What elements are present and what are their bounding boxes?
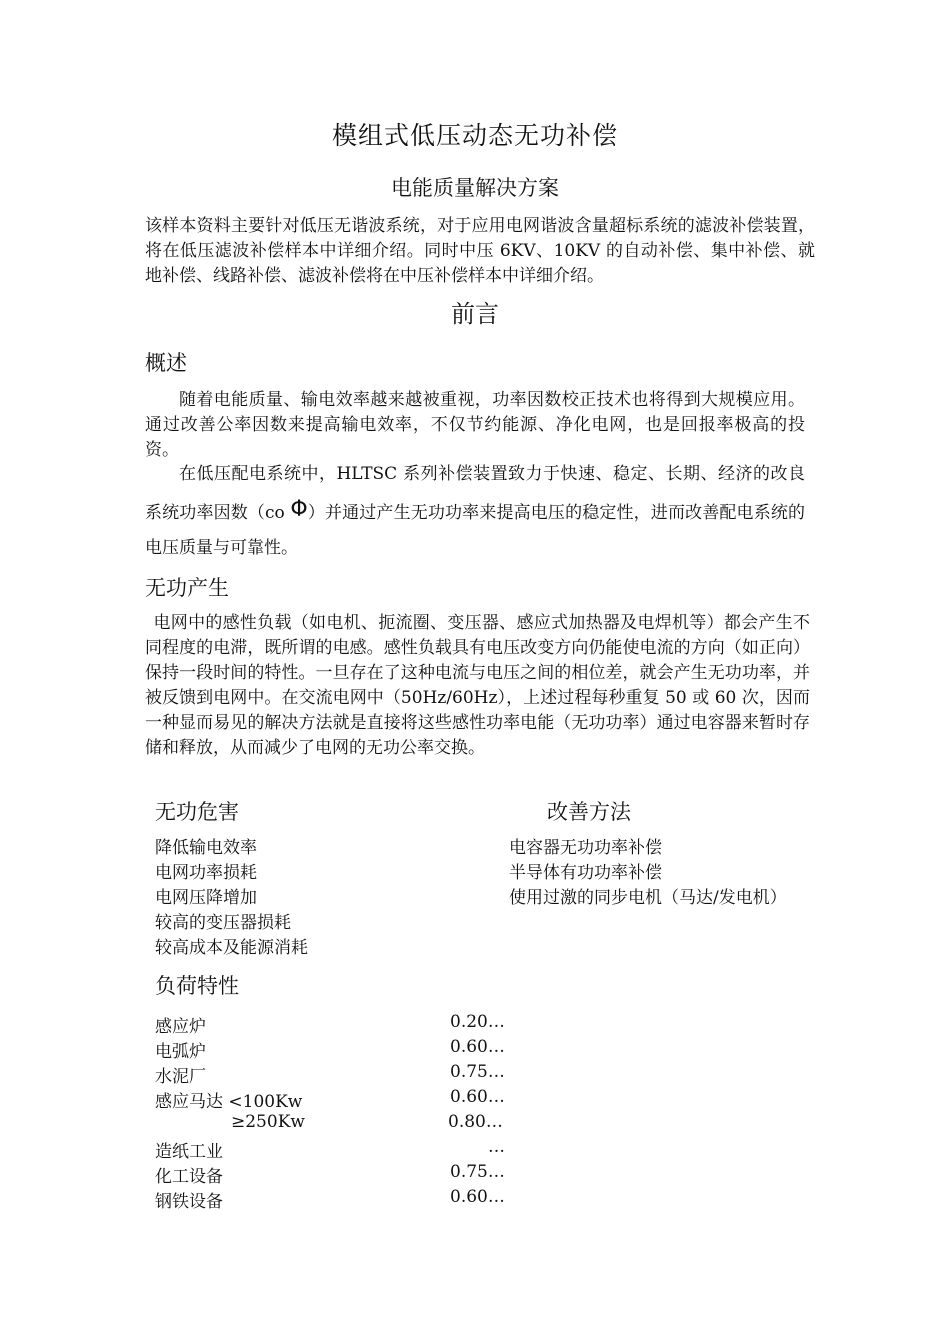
method-item: 电容器无功功率补偿 (509, 838, 662, 858)
reactive-paragraph: 电网中的感性负载（如电机、扼流圈、变压器、感应式加热器及电焊机等）都会产生不同程度的电滞，既所谓的电感。感性负载具有电压改变方向仍能使电流的方向（如正向）保持一段时间的特性。一旦存在了这种电流与电压之间的相位差，就会产生无功功率，并被反馈到电网中。在交流电网中（50Hz/60Hz），上述过程每秒重复 50 或 60 次，因而一种显而易见的解决方法就是直接将这些感性功率电能（无功功率）通过电容器来暂时存储和释放，从而减少了电网的无功公率交换。 (145, 613, 810, 758)
hazard-item: 较高成本及能源消耗 (155, 938, 308, 958)
load-value: 0.75… (450, 1062, 505, 1082)
overview-paragraph-2 (145, 457, 805, 566)
load-value: 0.60… (450, 1087, 505, 1107)
load-value: 0.20… (450, 1012, 505, 1032)
overview-heading: 概述 (145, 351, 187, 375)
method-item: 半导体有功功率补偿 (509, 863, 662, 883)
hazard-item: 电网功率损耗 (155, 863, 257, 883)
hazards-heading: 无功危害 (155, 800, 239, 824)
load-name: 造纸工业 (155, 1142, 223, 1162)
preface-heading: 前言 (451, 300, 499, 328)
phi-symbol: Φ (290, 497, 308, 522)
overview-p2-text-end: ）并通过产生无功功率来提高电压的稳定性，进而改善配电系统的电压质量与可靠性。 (145, 503, 805, 558)
load-name: 感应马达 <100Kw (155, 1092, 303, 1112)
hazard-item: 降低输电效率 (155, 838, 257, 858)
load-name: ≥250Kw (231, 1112, 305, 1132)
load-name: 电弧炉 (155, 1042, 206, 1062)
methods-list (509, 836, 787, 911)
hazard-item: 电网压降增加 (155, 888, 257, 908)
load-value: 0.75… (450, 1162, 505, 1182)
overview-p2-text-start: 在低压配电系统中，HLTSC 系列补偿装置致力于快速、稳定、长期、经济的改良系统功率因数（co (145, 464, 805, 523)
load-value: 0.60… (450, 1187, 505, 1207)
load-name: 化工设备 (155, 1167, 223, 1187)
load-value: … (488, 1137, 505, 1157)
load-value: 0.80… (448, 1112, 503, 1132)
load-name: 感应炉 (155, 1017, 206, 1037)
load-value: 0.60… (450, 1037, 505, 1057)
method-item: 使用过激的同步电机（马达/发电机） (509, 888, 787, 908)
document-title: 模组式低压动态无功补偿 (331, 121, 618, 150)
load-name: 水泥厂 (155, 1067, 206, 1087)
reactive-heading: 无功产生 (145, 576, 229, 600)
load-heading: 负荷特性 (155, 974, 239, 998)
overview-paragraph-1: 随着电能质量、输电效率越来越被重视，功率因数校正技术也将得到大规模应用。通过改善公率因数来提高输电效率，不仅节约能源、净化电网，也是回报率极高的投资。 (145, 390, 805, 460)
methods-heading: 改善方法 (547, 800, 631, 824)
load-name: 钢铁设备 (155, 1192, 223, 1212)
hazards-list (155, 836, 308, 961)
intro-paragraph: 该样本资料主要针对低压无谐波系统，对于应用电网谐波含量超标系统的滤波补偿装置，将在低压滤波补偿样本中详细介绍。同时中压 6KV、10KV 的自动补偿、集中补偿、就地补偿、线路补偿、滤波补偿将在中压补偿样本中详细介绍。 (145, 216, 815, 286)
document-subtitle: 电能质量解决方案 (391, 176, 559, 200)
hazard-item: 较高的变压器损耗 (155, 913, 291, 933)
